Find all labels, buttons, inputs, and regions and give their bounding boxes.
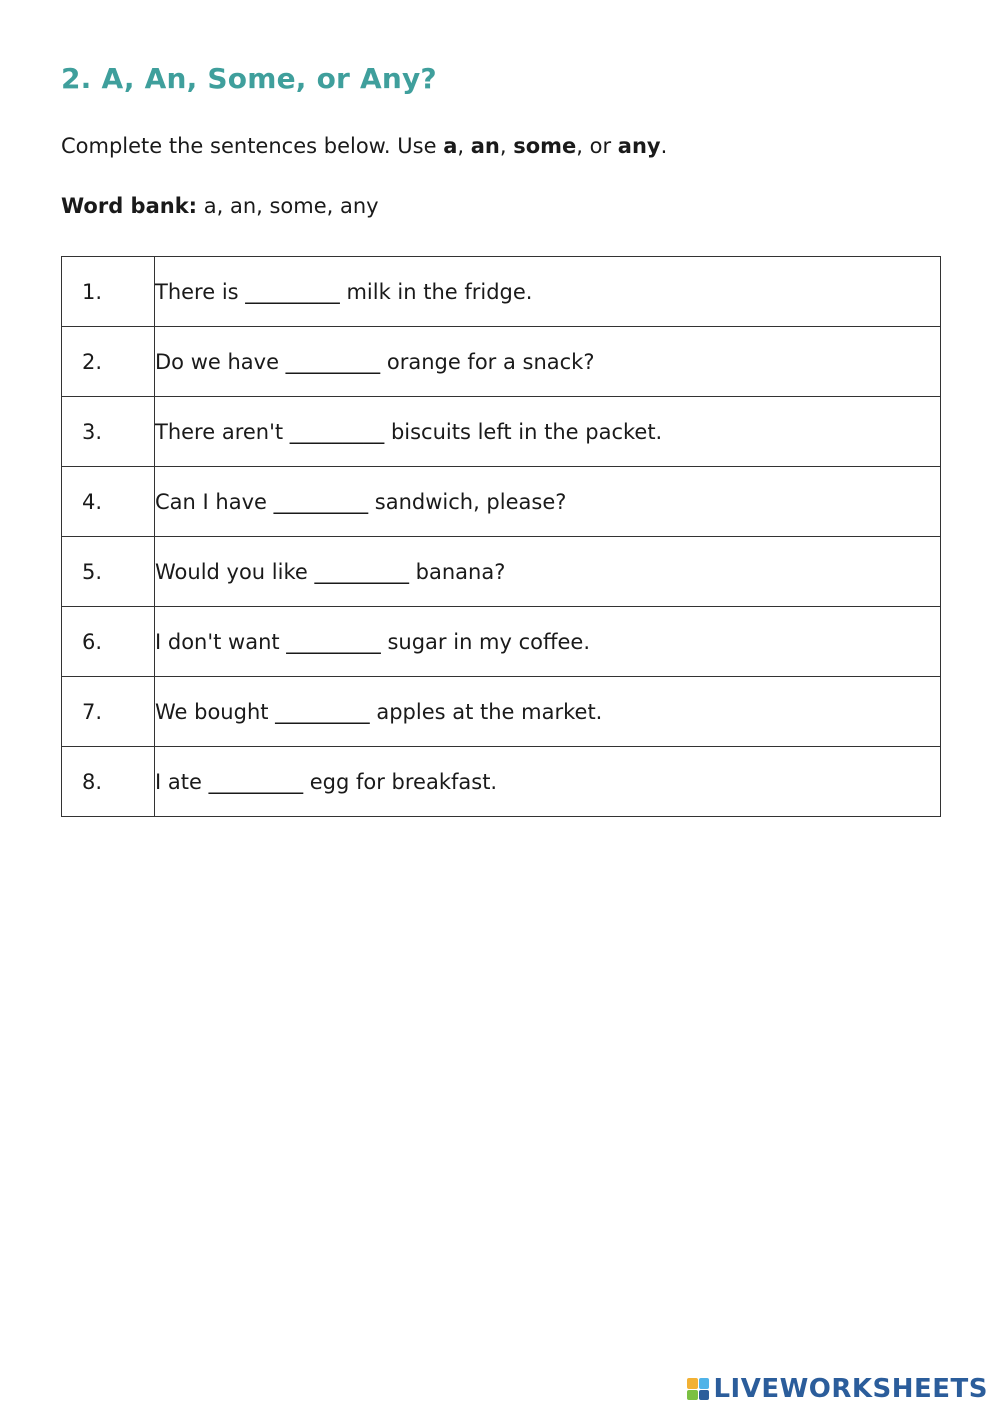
row-sentence: There aren't _________ biscuits left in the packet. [155,397,941,467]
row-number: 7. [62,677,155,747]
liveworksheets-logo[interactable] [687,1374,988,1404]
page-title: 2. A, An, Some, or Any? [61,62,437,95]
row-number: 4. [62,467,155,537]
instructions-separator: , [499,134,514,158]
word-bank-label: Word bank: [61,194,198,218]
instructions-word-some: some [513,134,577,158]
logo-grid-icon [687,1378,709,1400]
table-row [62,467,941,537]
instructions-word-a: a [443,134,458,158]
instructions-word-an: an [470,134,500,158]
row-sentence: There is _________ milk in the fridge. [155,257,941,327]
row-number: 3. [62,397,155,467]
table-row [62,397,941,467]
instructions-suffix: . [660,134,668,158]
instructions-separator: , [457,134,471,158]
row-number: 8. [62,747,155,817]
row-number: 1. [62,257,155,327]
logo-square [687,1378,698,1389]
row-sentence: Can I have _________ sandwich, please? [155,467,941,537]
row-sentence: We bought _________ apples at the market. [155,677,941,747]
table-row [62,747,941,817]
word-bank-words: a, an, some, any [197,194,379,218]
instructions-word-any: any [617,134,661,158]
logo-square [699,1378,710,1389]
logo-text: LIVEWORKSHEETS [713,1374,988,1404]
instructions-separator: , or [576,134,618,158]
table-row [62,327,941,397]
row-number: 2. [62,327,155,397]
row-number: 5. [62,537,155,607]
row-sentence: Would you like _________ banana? [155,537,941,607]
table-row [62,537,941,607]
word-bank [61,191,379,221]
instructions [61,131,667,161]
row-sentence: I ate _________ egg for breakfast. [155,747,941,817]
table-row [62,257,941,327]
row-sentence: I don't want _________ sugar in my coffee. [155,607,941,677]
logo-square [687,1390,698,1401]
row-sentence: Do we have _________ orange for a snack? [155,327,941,397]
table-row [62,607,941,677]
instructions-prefix: Complete the sentences below. Use [61,134,444,158]
exercise-table [61,256,941,817]
row-number: 6. [62,607,155,677]
table-row [62,677,941,747]
logo-square [699,1390,710,1401]
